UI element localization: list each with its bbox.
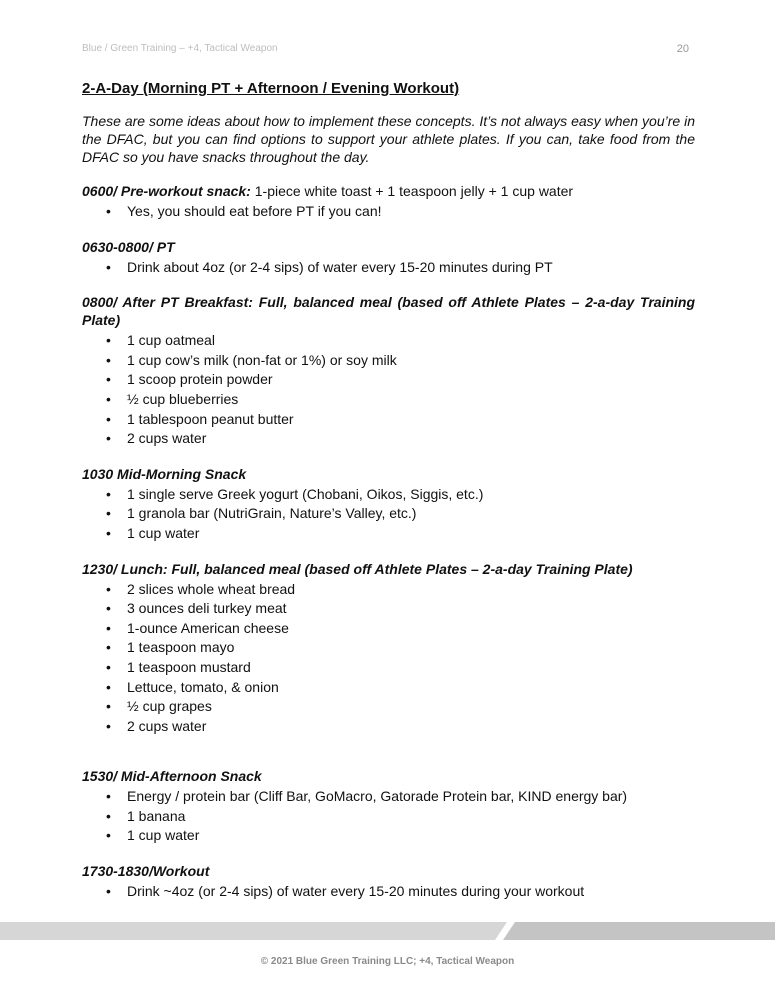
section-heading (82, 465, 695, 483)
item-list (82, 485, 695, 544)
header-title: Blue / Green Training – +4, Tactical Weapon (82, 43, 278, 54)
list-item: • 1 scoop protein powder (82, 370, 695, 390)
list-item: • Lettuce, tomato, & onion (82, 678, 695, 698)
item-list (82, 787, 695, 846)
list-item: • 1-ounce American cheese (82, 619, 695, 639)
section-time-label: 1030 Mid-Morning Snack (82, 465, 247, 482)
section-mid-morning-snack (82, 465, 695, 544)
page-title: 2-A-Day (Morning PT + Afternoon / Evening Workout) (82, 80, 460, 97)
list-item: • 1 granola bar (NutriGrain, Nature’s Valley, etc.) (82, 504, 695, 524)
page-number: 20 (676, 43, 689, 55)
list-item: • 2 cups water (82, 717, 695, 737)
section-mid-afternoon-snack (82, 767, 695, 846)
list-item: • Yes, you should eat before PT if you can! (82, 202, 695, 222)
section-pre-workout (82, 182, 695, 222)
section-heading (82, 560, 695, 578)
list-item: • 2 cups water (82, 429, 695, 449)
footer-band-left (0, 922, 507, 940)
list-item: • Energy / protein bar (Cliff Bar, GoMacro, Gatorade Protein bar, KIND energy bar) (82, 787, 695, 807)
section-heading (82, 293, 695, 329)
section-time-label: 1730-1830/Workout (82, 863, 210, 880)
page-header (82, 43, 694, 59)
list-item: • 3 ounces deli turkey meat (82, 599, 695, 619)
item-list (82, 882, 695, 902)
section-workout (82, 862, 695, 902)
list-item: • ½ cup grapes (82, 697, 695, 717)
footer-band (0, 922, 775, 940)
list-item: • 1 teaspoon mayo (82, 638, 695, 658)
footer-band-right (503, 922, 775, 940)
intro-paragraph: These are some ideas about how to implement these concepts. It’s not always easy when you’re in the DFAC, but you can find options to support your athlete plates. If you can, take food from the DFAC so you have snacks throughout the day. (82, 113, 695, 165)
list-item: • 1 cup cow’s milk (non-fat or 1%) or soy milk (82, 351, 695, 371)
list-item: • 1 banana (82, 807, 695, 827)
section-heading (82, 182, 695, 200)
item-list (82, 202, 695, 222)
list-item: • 2 slices whole wheat bread (82, 580, 695, 600)
item-list (82, 258, 695, 278)
section-time-label: 1230/ Lunch: Full, balanced meal (based off Athlete Plates – 2-a-day Training Plate) (82, 560, 633, 577)
section-pt (82, 238, 695, 278)
footer-band-graphic (0, 922, 775, 940)
item-list (82, 580, 695, 737)
section-lunch (82, 560, 695, 737)
document-body (82, 80, 695, 902)
list-item: • 1 teaspoon mustard (82, 658, 695, 678)
footer-copyright: © 2021 Blue Green Training LLC; +4, Tactical Weapon (260, 956, 515, 967)
list-item: • Drink ~4oz (or 2-4 sips) of water every 15-20 minutes during your workout (82, 882, 695, 902)
item-list (82, 331, 695, 449)
list-item: • 1 cup oatmeal (82, 331, 695, 351)
section-time-label: 0600/ Pre-workout snack: (82, 183, 251, 199)
section-time-label: 0800/ After PT Breakfast: Full, balanced meal (based off Athlete Plates – 2-a-day Training Plate) (82, 294, 695, 329)
section-text: 1-piece white toast + 1 teaspoon jelly + 1 cup water (250, 183, 574, 199)
list-item: • Drink about 4oz (or 2-4 sips) of water every 15-20 minutes during PT (82, 258, 695, 278)
section-heading (82, 862, 695, 880)
section-time-label: 1530/ Mid-Afternoon Snack (82, 768, 262, 785)
section-breakfast (82, 293, 695, 449)
list-item: • ½ cup blueberries (82, 390, 695, 410)
section-heading (82, 238, 695, 256)
section-heading (82, 767, 695, 785)
list-item: • 1 cup water (82, 826, 695, 846)
list-item: • 1 tablespoon peanut butter (82, 410, 695, 430)
section-time-label: 0630-0800/ PT (82, 238, 175, 255)
list-item: • 1 single serve Greek yogurt (Chobani, Oikos, Siggis, etc.) (82, 485, 695, 505)
list-item: • 1 cup water (82, 524, 695, 544)
